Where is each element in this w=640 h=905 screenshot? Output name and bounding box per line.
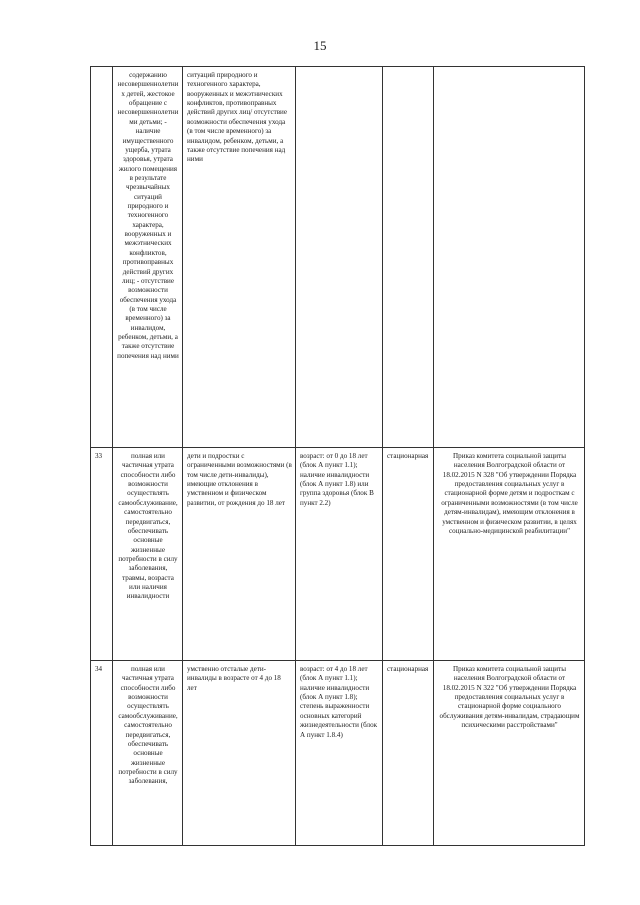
criteria-cell: возраст: от 0 до 18 лет (блок А пункт 1.1); наличие инвалидности (блок А пункт 1.8) или группа здоровья (блок В пункт 2.2) <box>296 448 383 661</box>
document-cell: Приказ комитета социальной защиты населения Волгоградской области от 18.02.2015 N 322 "Об утверждении Порядка предоставления социальных услуг в стационарной форме социального обслуживания детям-инвалидам, страдающим психическими расстройствами" <box>434 661 585 846</box>
table-row <box>91 661 585 846</box>
category-cell: умственно отсталые дети-инвалиды в возрасте от 4 до 18 лет <box>183 661 296 846</box>
document-cell: Приказ комитета социальной защиты населения Волгоградской области от 18.02.2015 N 328 "Об утверждении Порядка предоставления социальных услуг в стационарной форме детям и подросткам с ограниченными возможностями (в том числе детям-инвалидам), имеющим отклонения в умственном и физическом развитии, в целях социально-медицинской реабилитации" <box>434 448 585 661</box>
criteria-cell: возраст: от 4 до 18 лет (блок А пункт 1.1); наличие инвалидности (блок А пункт 1.8); степень выраженности основных категорий жизнедеятельности (блок А пункт 1.8.4) <box>296 661 383 846</box>
document-cell <box>434 67 585 448</box>
row-number: 33 <box>91 448 113 661</box>
circumstances-cell: полная или частичная утрата способности либо возможности осуществлять самообслуживание, самостоятельно передвигаться, обеспечивать основные жизненные потребности в силу заболевания, <box>113 661 183 846</box>
services-table <box>90 66 585 846</box>
category-cell: ситуаций природного и техногенного характера, вооруженных и межэтнических конфликтов, противоправных действий других лиц/ отсутствие возможности обеспечения ухода (в том числе временного) за инвалидом, ребенком, детьми, а также отсутствие попечения над ними <box>183 67 296 448</box>
criteria-cell <box>296 67 383 448</box>
page-number: 15 <box>313 38 327 53</box>
row-number <box>91 67 113 448</box>
form-cell: стационарная <box>383 448 434 661</box>
circumstances-cell: содержанию несовершеннолетних детей, жестокое обращение с несовершеннолетними детьми; - наличие имущественного ущерба, утрата здоровья, утрата жилого помещения в результате чрезвычайных ситуаций природного и техногенного характера, вооруженных и межэтнических конфликтов, противоправных действий других лиц; - отсутствие возможности обеспечения ухода (в том числе временного) за инвалидом, ребенком, детьми, а также отсутствие попечения над ними <box>113 67 183 448</box>
table-row <box>91 448 585 661</box>
row-number: 34 <box>91 661 113 846</box>
form-cell: стационарная <box>383 661 434 846</box>
table-row <box>91 67 585 448</box>
category-cell: дети и подростки с ограниченными возможностями (в том числе дети-инвалиды), имеющие отклонения в умственном и физическом развитии, от рождения до 18 лет <box>183 448 296 661</box>
circumstances-cell: полная или частичная утрата способности либо возможности осуществлять самообслуживание, самостоятельно передвигаться, обеспечивать основные жизненные потребности в силу заболевания, травмы, возраста или наличия инвалидности <box>113 448 183 661</box>
form-cell <box>383 67 434 448</box>
